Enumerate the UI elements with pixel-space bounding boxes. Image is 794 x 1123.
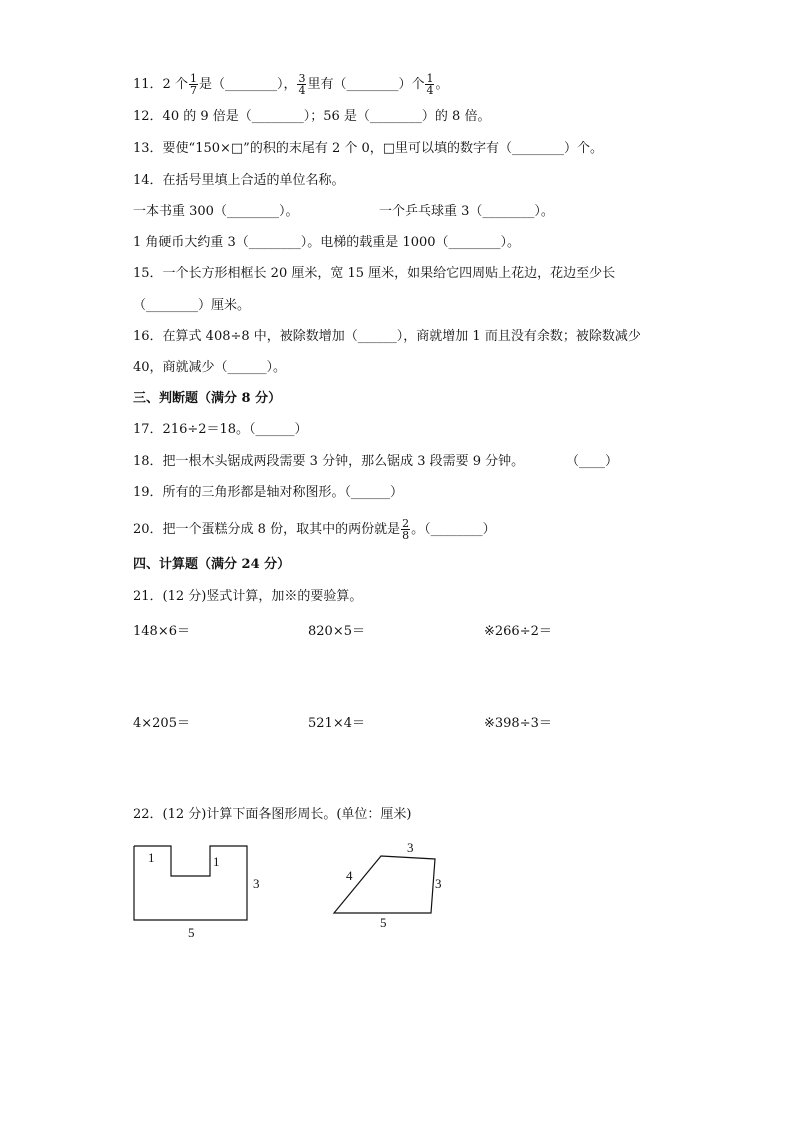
figure-1-label-left-top: 1 [148, 850, 155, 865]
calc-item-5: 521×4＝ [308, 716, 365, 731]
figure-1-label-height: 3 [253, 876, 260, 891]
figure-2-label-top: 3 [407, 840, 414, 855]
question-17: 17．216÷2＝18。（______） [133, 422, 308, 437]
question-13: 13．要使“150×□”的积的末尾有 2 个 0，□里可以填的数字有（________）个。 [133, 141, 604, 156]
figure-notched-rectangle [125, 838, 275, 943]
q11-text-d: 。 [435, 77, 449, 92]
q11-text-a: 11．2 个 [133, 77, 188, 92]
question-12: 12．40 的 9 倍是（________）；56 是（________）的 8 倍。 [133, 109, 491, 124]
question-14-item-coin-elevator: 1 角硬币大约重 3（________）。电梯的载重是 1000（________）。 [133, 235, 521, 250]
question-19: 19．所有的三角形都是轴对称图形。（______） [133, 485, 404, 500]
question-11 [133, 73, 449, 96]
question-16-line-2: 40，商就减少（______）。 [133, 360, 287, 375]
question-15-line-2: （________）厘米。 [133, 298, 251, 313]
question-21: 21．(12 分)竖式计算，加※的要验算。 [133, 589, 363, 604]
question-18: 18．把一根木头锯成两段需要 3 分钟，那么锯成 3 段需要 9 分钟。 [133, 454, 525, 469]
fraction-2-8: $\frac{2}{8}$ [402, 517, 410, 542]
question-14: 14．在括号里填上合适的单位名称。 [133, 173, 345, 188]
figure-2-label-right: 3 [435, 876, 442, 891]
question-14-item-pingpong: 一个乒乓球重 3（________）。 [379, 204, 554, 219]
figure-1-label-base: 5 [188, 925, 195, 940]
figure-2-label-left: 4 [346, 868, 353, 883]
calc-item-2: 820×5＝ [308, 624, 365, 639]
question-15-line-1: 15．一个长方形相框长 20 厘米，宽 15 厘米，如果给它四周贴上花边，花边至少长 [133, 266, 616, 281]
calc-item-3: ※266÷2＝ [484, 624, 552, 639]
figure-2-label-bottom: 5 [380, 915, 387, 930]
q20-text-a: 20．把一个蛋糕分成 8 份，取其中的两份就是 [133, 522, 401, 537]
question-16-line-1: 16．在算式 408÷8 中，被除数增加（______），商就增加 1 而且没有余数；被除数减少 [133, 329, 641, 344]
figure-1-label-right-top: 1 [213, 854, 220, 869]
q11-text-c: 里有（________）个 [307, 77, 425, 92]
question-14-item-book: 一本书重 300（________）。 [133, 204, 299, 219]
calc-item-1: 148×6＝ [133, 624, 190, 639]
question-22: 22．(12 分)计算下面各图形周长。(单位：厘米) [133, 807, 412, 822]
fraction-3-4: $\frac{3}{4}$ [298, 72, 306, 97]
question-20 [133, 518, 496, 541]
fraction-1-4: $\frac{1}{4}$ [426, 72, 434, 97]
section-4-heading: 四、计算题（满分 24 分） [133, 557, 291, 572]
calc-item-6: ※398÷3＝ [484, 716, 552, 731]
figure-2-outline [334, 856, 435, 913]
fraction-1-7: $\frac{1}{7}$ [189, 72, 197, 97]
q11-text-b: 是（________）， [198, 77, 297, 92]
section-3-heading: 三、判断题（满分 8 分） [133, 391, 282, 406]
figure-trapezoid [325, 838, 455, 938]
calc-item-4: 4×205＝ [133, 716, 190, 731]
question-18-blank: （____） [566, 454, 619, 469]
q20-text-b: 。（________） [411, 522, 496, 537]
